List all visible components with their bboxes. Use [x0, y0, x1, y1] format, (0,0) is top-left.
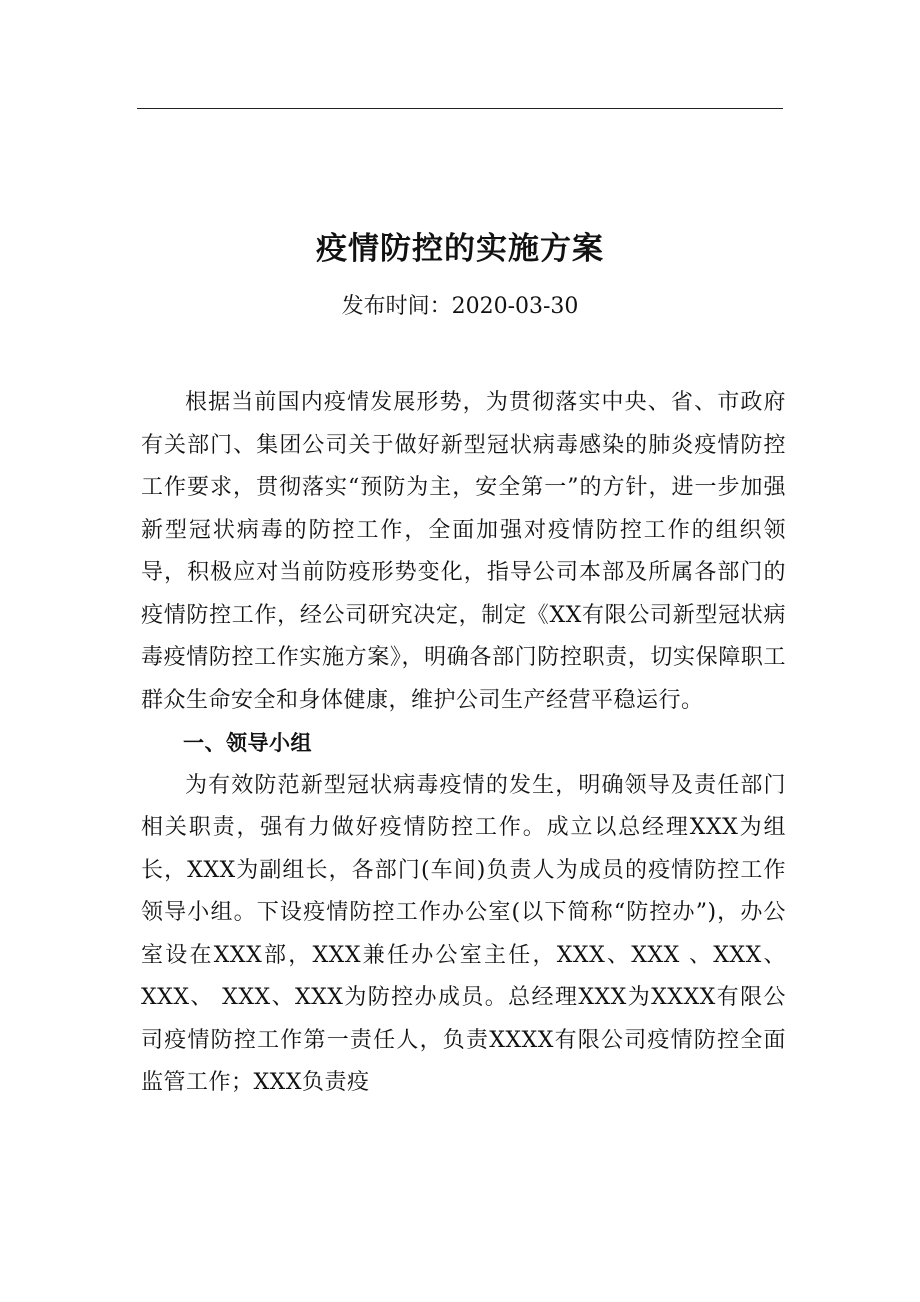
section-paragraph: 为有效防范新型冠状病毒疫情的发生，明确领导及责任部门相关职责，强有力做好疫情防控工作。成立以总经理XXX为组长，XXX为副组长，各部门(车间)负责人为成员的疫情防控工作领导小组。下设疫情防控工作办公室(以下简称“防控办”)，办公室设在XXX部，XXX兼任办公室主任，XXX、XXX 、XXX、 XXX、 XXX、XXX为防控办成员。总经理XXX为XXXX有限公司疫情防控工作第一责任人，负责XXXX有限公司疫情防控全面监管工作；XXX负责疫: [141, 772, 786, 1095]
publish-date-line: [0, 287, 920, 327]
document-title: 疫情防控的实施方案: [316, 231, 604, 267]
document-body: [141, 382, 786, 1105]
intro-paragraph: 根据当前国内疫情发展形势，为贯彻落实中央、省、市政府有关部门、集团公司关于做好新型冠状病毒感染的肺炎疫情防控工作要求，贯彻落实“预防为主，安全第一”的方针，进一步加强新型冠状病毒的防控工作，全面加强对疫情防控工作的组织领导，积极应对当前防疫形势变化，指导公司本部及所属各部门的疫情防控工作，经公司研究决定，制定《XX有限公司新型冠状病毒疫情防控工作实施方案》，明确各部门防控职责，切实保障职工群众生命安全和身体健康，维护公司生产经营平稳运行。: [141, 390, 786, 713]
publish-label: 发布时间：: [341, 294, 452, 319]
publish-date: 2020-03-30: [451, 294, 579, 319]
section-heading-leadership: 一、领导小组: [183, 731, 312, 755]
header-rule: [137, 108, 783, 109]
